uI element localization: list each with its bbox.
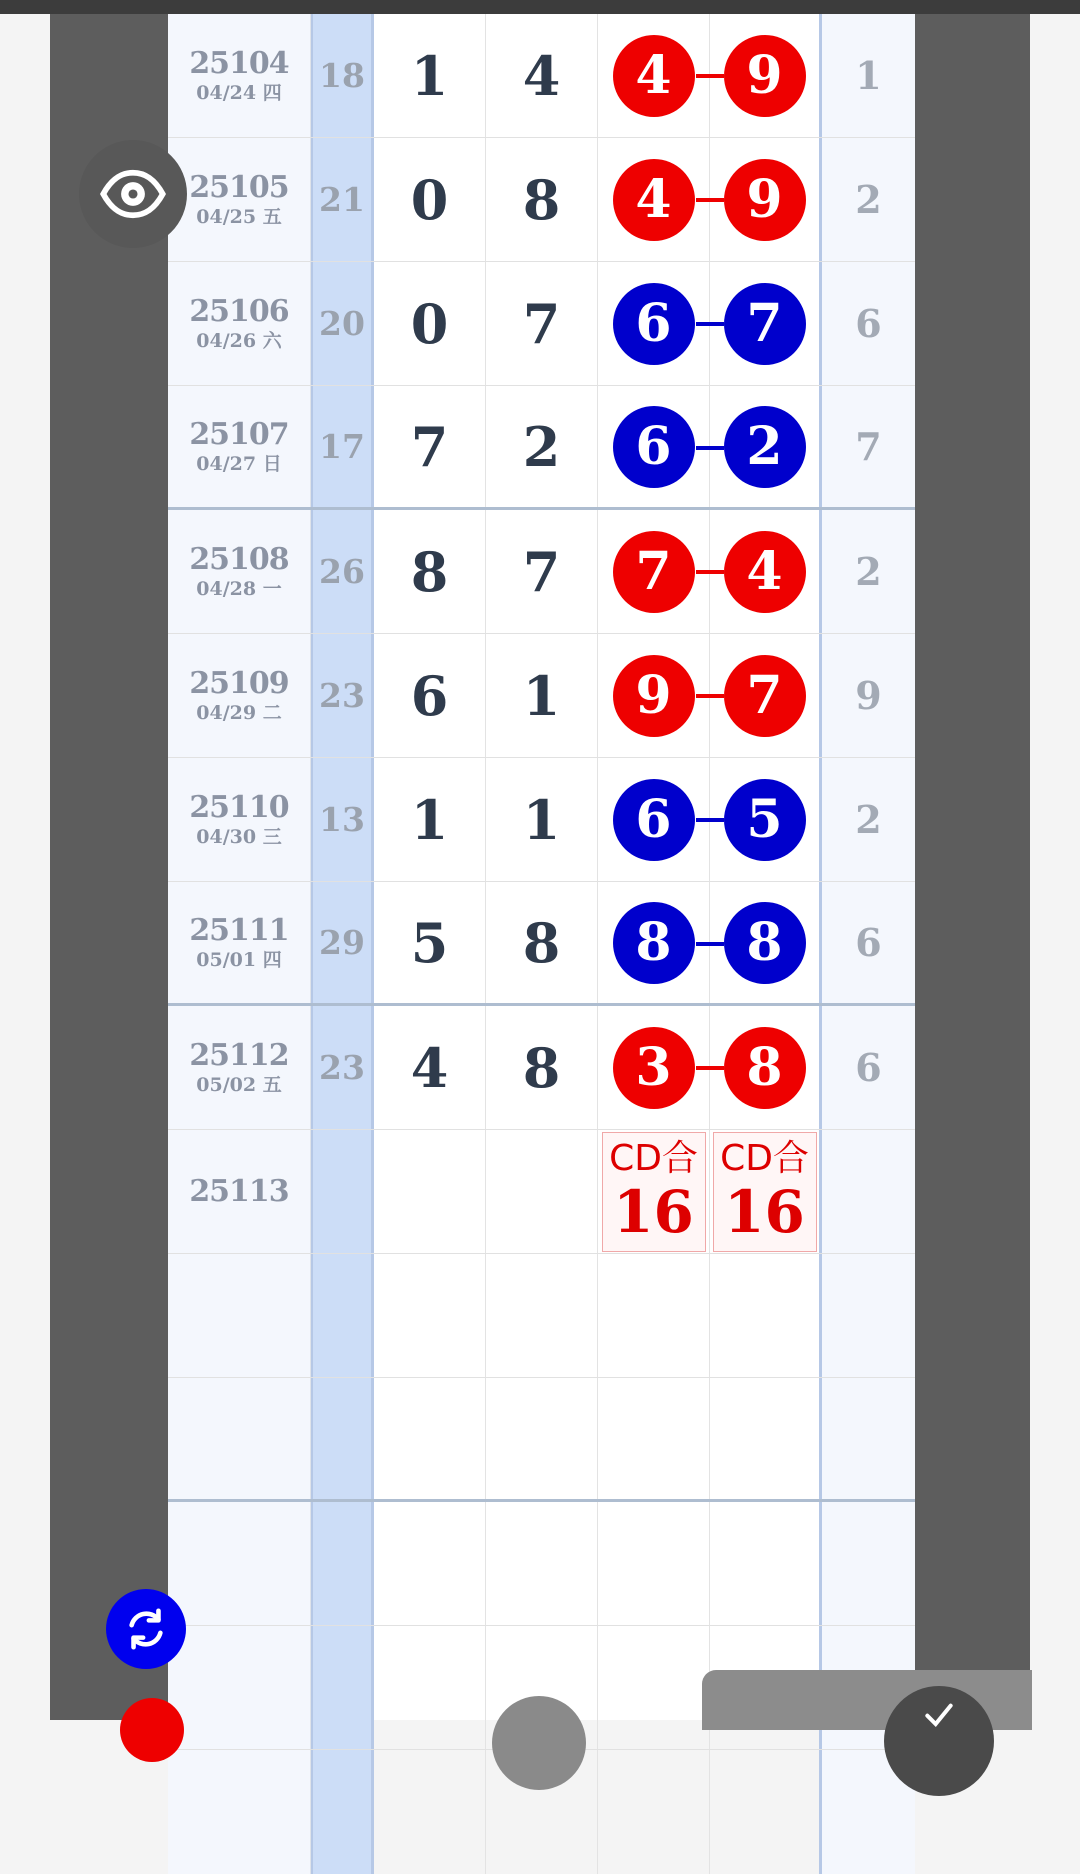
ball-cell: [710, 1254, 822, 1377]
ball-connector: [696, 74, 724, 78]
last-value-cell: [822, 386, 915, 507]
ball-cell: [598, 386, 710, 507]
ball-connector: [696, 942, 724, 946]
digit-cell: [374, 138, 486, 261]
sum-value: 20: [319, 304, 365, 343]
last-value-cell: [822, 138, 915, 261]
digit-cell: [374, 1254, 486, 1377]
table-row[interactable]: [168, 138, 915, 262]
digit-cell: [374, 510, 486, 633]
last-value: 7: [855, 424, 882, 469]
sum-cell: [311, 1378, 374, 1499]
sum-value: 21: [319, 180, 365, 219]
ball-cell: [598, 1502, 710, 1625]
digit-cell: [374, 882, 486, 1003]
last-value: 6: [855, 1045, 882, 1090]
ball-connector: [696, 818, 724, 822]
ball-cell: [710, 758, 822, 881]
issue-date: 05/01 四: [196, 948, 282, 971]
issue-date: 05/02 五: [196, 1073, 282, 1096]
ball-cell: [598, 882, 710, 1003]
ball-cell: [598, 634, 710, 757]
ball-cell: [598, 1130, 710, 1253]
digit-value: 8: [522, 1035, 561, 1100]
digit-value: 8: [522, 910, 561, 975]
table-row[interactable]: [168, 634, 915, 758]
digit-cell: [374, 262, 486, 385]
issue-date: 04/26 六: [196, 329, 282, 352]
issue-number: 25107: [189, 416, 289, 452]
digit-value: 1: [410, 787, 449, 852]
digit-cell: [486, 1006, 598, 1129]
check-icon: [919, 1694, 959, 1734]
ball-cell: [710, 1006, 822, 1129]
issue-date: 04/24 四: [196, 81, 282, 104]
ball-connector: [696, 1066, 724, 1070]
digit-cell: [374, 634, 486, 757]
sum-value: 13: [319, 800, 365, 839]
last-value-cell: [822, 510, 915, 633]
issue-cell: [168, 14, 311, 137]
issue-number: 25111: [189, 912, 289, 948]
sum-cell: [311, 1254, 374, 1377]
digit-cell: [374, 386, 486, 507]
issue-cell: [168, 1378, 311, 1499]
table-row[interactable]: [168, 882, 915, 1006]
digit-cell: [486, 758, 598, 881]
ball-cell: [598, 1750, 710, 1874]
last-value: 6: [855, 920, 882, 965]
digit-value: 2: [522, 414, 561, 479]
ball-cell: [598, 1006, 710, 1129]
ball-cell: [598, 14, 710, 137]
digit-cell: [374, 1006, 486, 1129]
last-value-cell: [822, 1254, 915, 1377]
digit-cell: [374, 14, 486, 137]
ball-cell: [710, 1378, 822, 1499]
issue-date: 04/28 一: [196, 577, 282, 600]
issue-number: 25106: [189, 293, 289, 329]
number-ball: 8: [724, 902, 806, 984]
ball-cell: [598, 138, 710, 261]
issue-cell: [168, 262, 311, 385]
number-ball: 7: [724, 283, 806, 365]
issue-cell: [168, 1006, 311, 1129]
last-value-cell: [822, 1130, 915, 1253]
prediction-value: 16: [613, 1177, 694, 1246]
number-ball: 7: [613, 531, 695, 613]
sum-value: 17: [319, 427, 365, 466]
number-ball: 6: [613, 406, 695, 488]
confirm-floating-button[interactable]: [884, 1686, 994, 1796]
digit-value: 0: [410, 291, 449, 356]
issue-number: 25108: [189, 541, 289, 577]
ball-cell: [598, 1254, 710, 1377]
last-value-cell: [822, 758, 915, 881]
sum-cell: [311, 1502, 374, 1625]
right-edge: [1030, 14, 1080, 1720]
ball-cell: [598, 262, 710, 385]
digit-cell: [374, 1750, 486, 1874]
sum-cell: [311, 138, 374, 261]
sum-cell: [311, 634, 374, 757]
last-value: 1: [855, 53, 882, 98]
ball-cell: [710, 882, 822, 1003]
last-value-cell: [822, 1378, 915, 1499]
left-overlay-panel: [50, 14, 168, 1720]
digit-value: 4: [522, 43, 561, 108]
number-ball: 4: [724, 531, 806, 613]
digit-cell: [486, 1378, 598, 1499]
red-floating-button[interactable]: [120, 1698, 184, 1762]
sum-cell: [311, 386, 374, 507]
issue-cell: [168, 882, 311, 1003]
ball-cell: [710, 1130, 822, 1253]
issue-number: 25110: [189, 789, 289, 825]
digit-value: 7: [522, 291, 561, 356]
last-value: 2: [855, 549, 882, 594]
lottery-history-table: [168, 14, 915, 1720]
number-ball: 9: [724, 159, 806, 241]
issue-date: 04/27 日: [196, 452, 282, 475]
digit-cell: [486, 14, 598, 137]
sum-value: 23: [319, 676, 365, 715]
digit-value: 6: [410, 663, 449, 728]
prediction-value: 16: [724, 1177, 805, 1246]
last-value-cell: [822, 14, 915, 137]
last-value: 2: [855, 797, 882, 842]
refresh-icon: [123, 1606, 169, 1652]
number-ball: 4: [613, 35, 695, 117]
issue-cell: [168, 1626, 311, 1749]
ball-cell: [710, 510, 822, 633]
table-row-empty: [168, 1378, 915, 1502]
issue-cell: [168, 758, 311, 881]
issue-cell: [168, 510, 311, 633]
ball-cell: [710, 1750, 822, 1874]
issue-date: 04/29 二: [196, 701, 282, 724]
number-ball: 4: [613, 159, 695, 241]
digit-cell: [486, 882, 598, 1003]
sum-cell: [311, 14, 374, 137]
ball-connector: [696, 694, 724, 698]
table-row[interactable]: [168, 1006, 915, 1130]
sum-cell: [311, 882, 374, 1003]
number-ball: 2: [724, 406, 806, 488]
table-row-next[interactable]: [168, 1130, 915, 1254]
number-ball: 8: [613, 902, 695, 984]
table-row[interactable]: [168, 14, 915, 138]
ball-connector: [696, 570, 724, 574]
table-row-empty: [168, 1254, 915, 1378]
table-row[interactable]: [168, 758, 915, 882]
digit-cell: [486, 510, 598, 633]
ball-cell: [710, 1502, 822, 1625]
digit-cell: [486, 138, 598, 261]
digit-value: 7: [522, 539, 561, 604]
eye-icon: [99, 160, 167, 228]
digit-cell: [374, 1502, 486, 1625]
issue-date: 04/25 五: [196, 205, 282, 228]
sum-cell: [311, 510, 374, 633]
table-row-empty: [168, 1502, 915, 1626]
sum-cell: [311, 1626, 374, 1749]
ball-connector: [696, 322, 724, 326]
ball-cell: [598, 758, 710, 881]
number-ball: 9: [724, 35, 806, 117]
issue-number: 25112: [189, 1037, 289, 1073]
refresh-button[interactable]: [106, 1589, 186, 1669]
prediction-label: CD合: [720, 1137, 809, 1179]
digit-value: 1: [410, 43, 449, 108]
digit-cell: [486, 634, 598, 757]
issue-cell: [168, 386, 311, 507]
number-ball: 9: [613, 655, 695, 737]
digit-cell: [486, 262, 598, 385]
issue-cell: [168, 1750, 311, 1874]
ball-cell: [598, 1378, 710, 1499]
table-row[interactable]: [168, 386, 915, 510]
sum-cell: [311, 1006, 374, 1129]
digit-cell: [486, 386, 598, 507]
number-ball: 3: [613, 1027, 695, 1109]
sum-cell: [311, 262, 374, 385]
digit-value: 1: [522, 663, 561, 728]
ball-connector: [696, 198, 724, 202]
issue-cell: [168, 634, 311, 757]
last-value-cell: [822, 262, 915, 385]
last-value-cell: [822, 634, 915, 757]
ball-cell: [710, 14, 822, 137]
issue-date: 04/30 三: [196, 825, 282, 848]
toggle-visibility-button[interactable]: [79, 140, 187, 248]
ball-cell: [598, 1626, 710, 1749]
ball-cell: [710, 386, 822, 507]
issue-number: 25104: [189, 45, 289, 81]
ball-cell: [710, 262, 822, 385]
table-row[interactable]: [168, 262, 915, 386]
digit-value: 0: [410, 167, 449, 232]
number-ball: 8: [724, 1027, 806, 1109]
digit-cell: [486, 1502, 598, 1625]
ball-cell: [598, 510, 710, 633]
prediction-label: CD合: [609, 1137, 698, 1179]
prediction-box[interactable]: [713, 1132, 817, 1252]
issue-number: 25105: [189, 169, 289, 205]
digit-cell: [486, 1130, 598, 1253]
sum-value: 29: [319, 923, 365, 962]
last-value: 9: [855, 673, 882, 718]
sum-value: 23: [319, 1048, 365, 1087]
sum-cell: [311, 1130, 374, 1253]
digit-value: 8: [410, 539, 449, 604]
last-value: 2: [855, 177, 882, 222]
number-ball: 7: [724, 655, 806, 737]
issue-cell: [168, 138, 311, 261]
last-value-cell: [822, 1502, 915, 1625]
home-floating-button[interactable]: [492, 1696, 586, 1790]
table-row[interactable]: [168, 510, 915, 634]
prediction-box[interactable]: [602, 1132, 706, 1252]
digit-value: 5: [410, 910, 449, 975]
issue-number: 25113: [189, 1173, 289, 1209]
digit-cell: [374, 1626, 486, 1749]
last-value-cell: [822, 1006, 915, 1129]
sum-value: 18: [319, 56, 365, 95]
digit-cell: [374, 1378, 486, 1499]
sum-cell: [311, 1750, 374, 1874]
last-value-cell: [822, 882, 915, 1003]
last-value: 6: [855, 301, 882, 346]
ball-cell: [710, 634, 822, 757]
digit-cell: [374, 758, 486, 881]
sum-value: 26: [319, 552, 365, 591]
digit-cell: [374, 1130, 486, 1253]
issue-cell: [168, 1130, 311, 1253]
issue-cell: [168, 1254, 311, 1377]
number-ball: 5: [724, 779, 806, 861]
status-bar: [0, 0, 1080, 14]
digit-value: 8: [522, 167, 561, 232]
issue-cell: [168, 1502, 311, 1625]
digit-value: 1: [522, 787, 561, 852]
number-ball: 6: [613, 283, 695, 365]
sum-cell: [311, 758, 374, 881]
number-ball: 6: [613, 779, 695, 861]
right-overlay-panel: [915, 14, 1030, 1720]
digit-cell: [486, 1254, 598, 1377]
digit-value: 4: [410, 1035, 449, 1100]
ball-connector: [696, 446, 724, 450]
issue-number: 25109: [189, 665, 289, 701]
ball-cell: [710, 138, 822, 261]
digit-value: 7: [410, 414, 449, 479]
